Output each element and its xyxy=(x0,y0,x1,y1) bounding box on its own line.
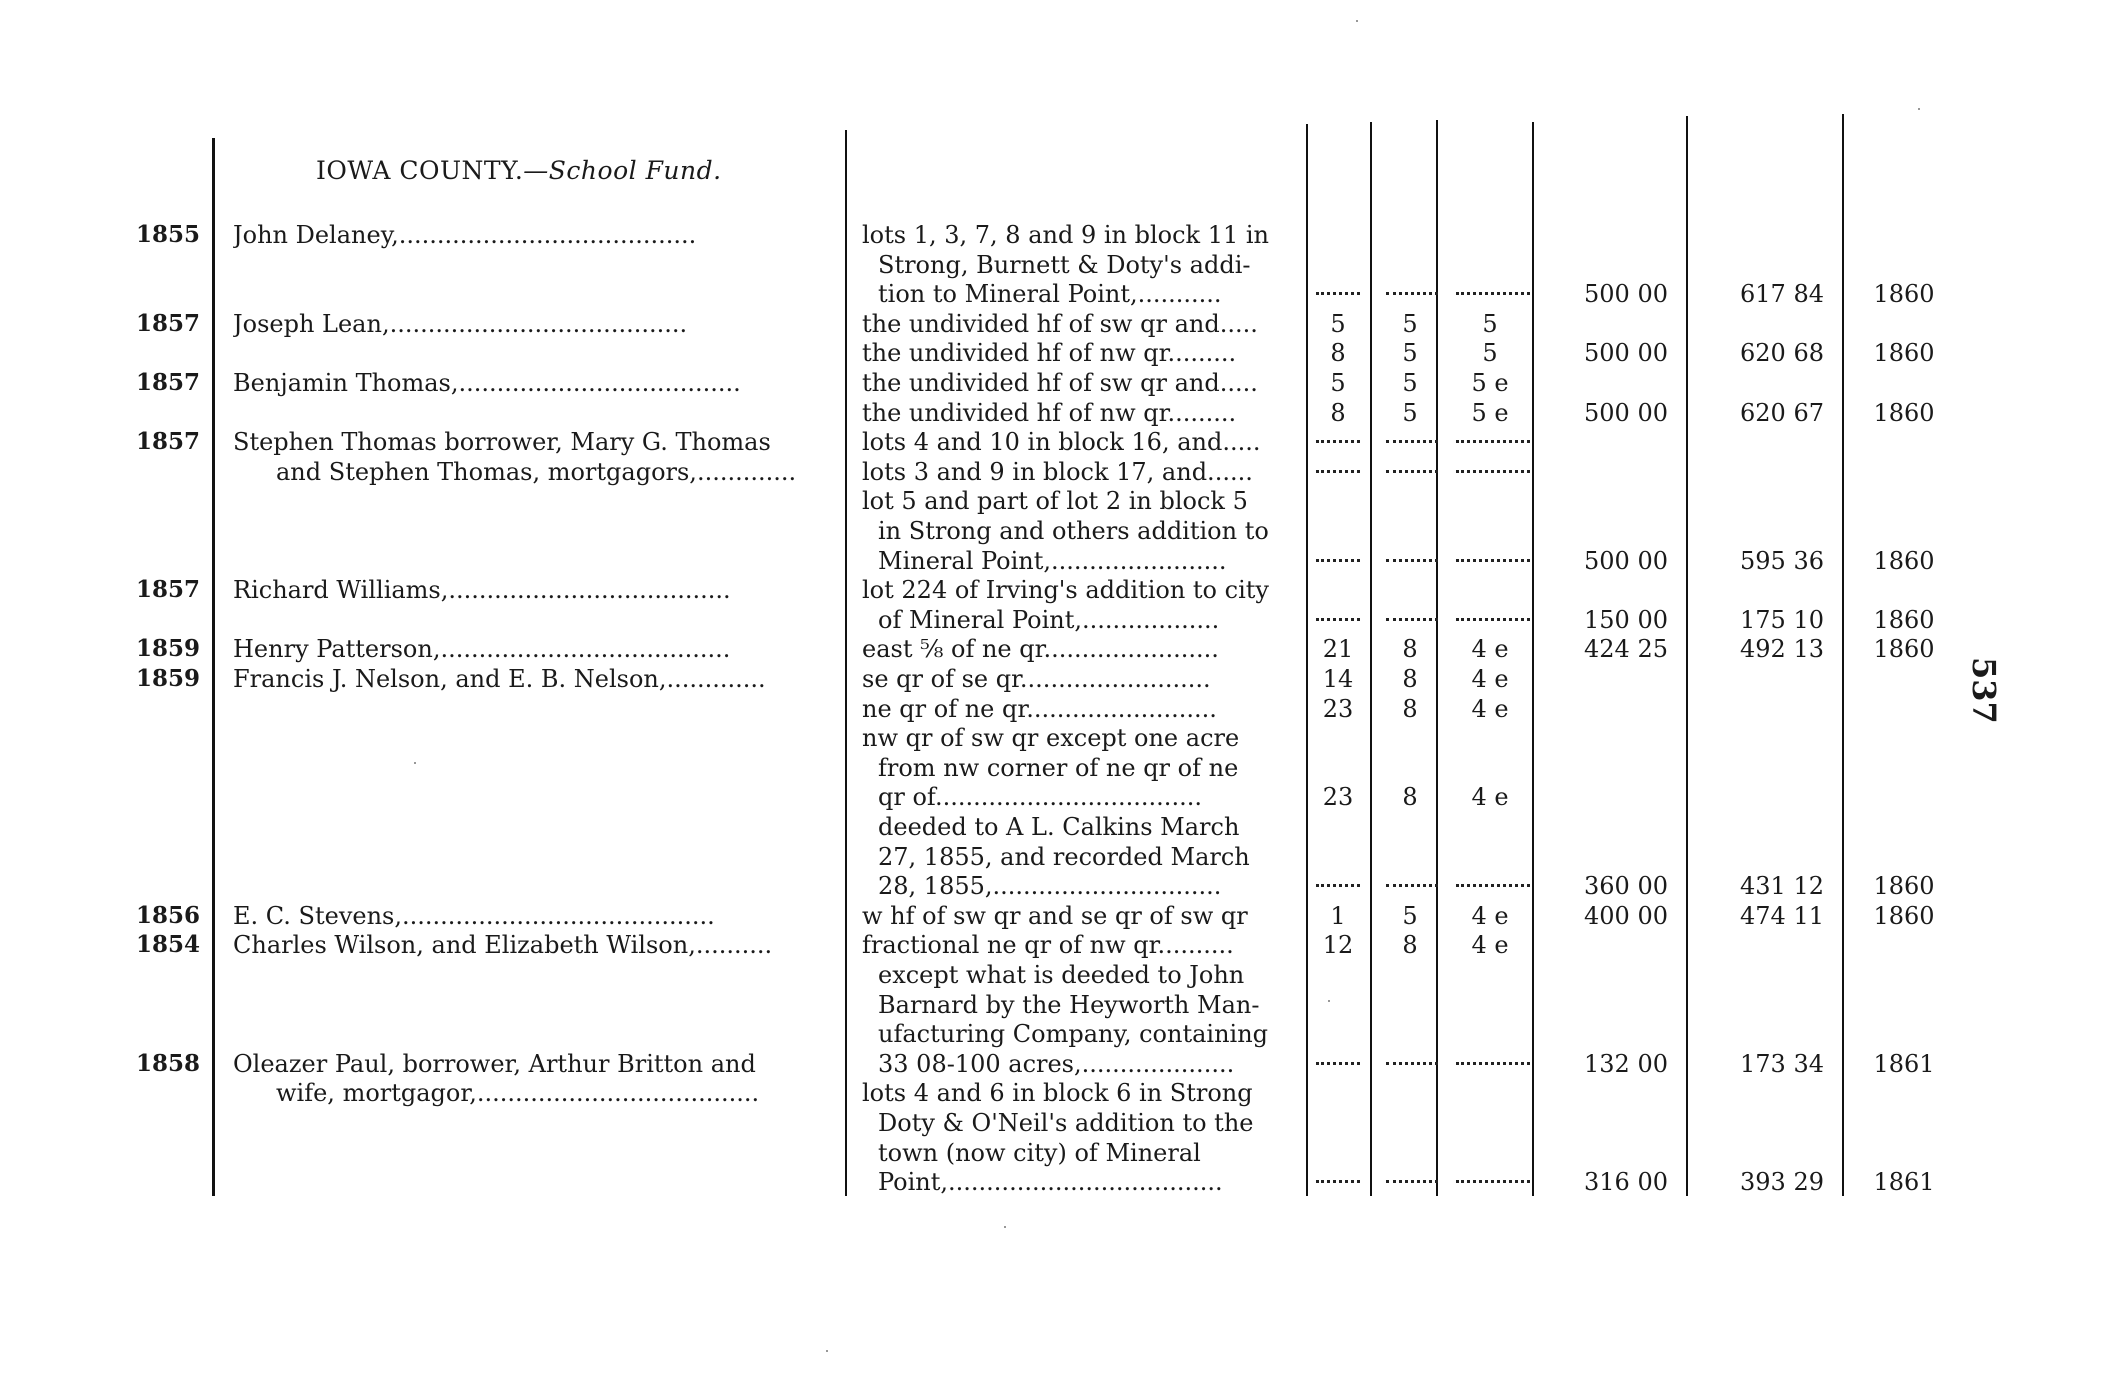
ledger-line xyxy=(0,901,2116,931)
amount-due: 393 29 xyxy=(1740,1168,1824,1197)
land-description: Mineral Point,....................... xyxy=(878,546,1227,575)
section-number: 12 xyxy=(1322,931,1354,960)
range-number: 5 xyxy=(1482,309,1498,338)
range-number: 4 e xyxy=(1471,665,1509,693)
ledger-line xyxy=(0,546,2116,576)
section-number: 8 xyxy=(1330,398,1346,427)
township-number: 8 xyxy=(1402,635,1418,664)
entry-year: 1857 xyxy=(136,369,201,396)
scan-speck xyxy=(1918,108,1920,110)
ledger-line xyxy=(0,398,2116,428)
loan-amount: 400 00 xyxy=(1584,901,1668,930)
ledger-line xyxy=(0,220,2116,250)
borrower-name: Charles Wilson, and Elizabeth Wilson,.......... xyxy=(233,931,773,960)
ledger-line xyxy=(0,694,2116,724)
due-year: 1861 xyxy=(1873,1168,1935,1197)
ledger-line xyxy=(0,1108,2116,1138)
entry-year: 1854 xyxy=(136,931,201,959)
amount-due: 173 34 xyxy=(1740,1049,1824,1078)
land-description: ne qr of ne qr......................... xyxy=(862,694,1217,723)
township-number: 8 xyxy=(1402,931,1418,960)
township-number: 8 xyxy=(1402,783,1418,812)
range-number: 5 e xyxy=(1471,369,1509,397)
borrower-name: Richard Williams,..................................... xyxy=(233,576,731,605)
ledger-line xyxy=(0,634,2116,664)
scan-speck xyxy=(1004,1226,1006,1228)
range-number: 4 e xyxy=(1471,694,1509,723)
amount-due: 620 67 xyxy=(1740,398,1824,427)
dotted-leader xyxy=(1316,871,1532,901)
borrower-name: Henry Patterson,...................................... xyxy=(233,635,731,664)
dotted-leader xyxy=(1316,605,1532,635)
loan-amount: 500 00 xyxy=(1584,339,1668,368)
loan-amount: 316 00 xyxy=(1584,1168,1668,1197)
due-year: 1860 xyxy=(1873,605,1935,634)
due-year: 1860 xyxy=(1873,635,1935,664)
borrower-name: Stephen Thomas borrower, Mary G. Thomas xyxy=(233,428,771,457)
borrower-name: John Delaney,....................................... xyxy=(233,221,697,249)
ledger-line xyxy=(0,368,2116,398)
range-number: 4 e xyxy=(1471,931,1509,960)
ledger-line xyxy=(0,812,2116,842)
due-year: 1860 xyxy=(1873,872,1935,901)
loan-amount: 500 00 xyxy=(1584,280,1668,309)
township-number: 8 xyxy=(1402,665,1418,693)
loan-amount: 500 00 xyxy=(1584,546,1668,575)
section-number: 23 xyxy=(1322,694,1354,723)
section-number: 5 xyxy=(1330,309,1346,338)
ledger-line xyxy=(0,723,2116,753)
land-description: lot 5 and part of lot 2 in block 5 xyxy=(862,487,1248,516)
section-number: 14 xyxy=(1322,665,1354,693)
range-number: 5 e xyxy=(1471,398,1509,427)
ledger-line xyxy=(0,753,2116,783)
loan-amount: 424 25 xyxy=(1584,635,1668,664)
page-number: 537 xyxy=(1965,657,2003,724)
dotted-leader xyxy=(1316,546,1532,576)
ledger-line xyxy=(0,1078,2116,1108)
land-description: Strong, Burnett & Doty's addi- xyxy=(878,250,1251,279)
land-description: fractional ne qr of nw qr.......... xyxy=(862,931,1234,960)
due-year: 1861 xyxy=(1873,1049,1935,1078)
borrower-name: Benjamin Thomas,..................................... xyxy=(233,369,741,397)
entry-year: 1858 xyxy=(136,1049,201,1077)
ledger-line xyxy=(0,842,2116,872)
land-description: the undivided hf of sw qr and..... xyxy=(862,309,1258,338)
ledger-line xyxy=(0,605,2116,635)
entry-year: 1859 xyxy=(136,665,201,692)
dotted-leader xyxy=(1316,279,1532,309)
borrower-name: E. C. Stevens,......................................... xyxy=(233,901,715,930)
land-description: tion to Mineral Point,........... xyxy=(878,280,1222,309)
land-description: 28, 1855,.............................. xyxy=(878,872,1222,901)
ledger-line xyxy=(0,1138,2116,1168)
ledger-line xyxy=(0,990,2116,1020)
borrower-name: Joseph Lean,....................................... xyxy=(233,309,688,338)
ledger-line xyxy=(0,960,2116,990)
land-description: Point,.................................... xyxy=(878,1168,1223,1197)
land-description: east ⅝ of ne qr....................... xyxy=(862,635,1219,664)
ledger-line xyxy=(0,575,2116,605)
borrower-name: wife, mortgagor,..................................... xyxy=(276,1079,760,1108)
section-number: 21 xyxy=(1322,635,1354,664)
township-number: 5 xyxy=(1402,901,1418,930)
township-number: 5 xyxy=(1402,309,1418,338)
amount-due: 620 68 xyxy=(1740,339,1824,368)
ledger-line xyxy=(0,782,2116,812)
land-description: 27, 1855, and recorded March xyxy=(878,842,1250,871)
due-year: 1860 xyxy=(1873,280,1935,309)
loan-amount: 132 00 xyxy=(1584,1049,1668,1078)
ledger-line xyxy=(0,309,2116,339)
ledger-line xyxy=(0,1049,2116,1079)
section-number: 1 xyxy=(1330,901,1346,930)
borrower-name: Francis J. Nelson, and E. B. Nelson,............. xyxy=(233,665,766,693)
range-number: 5 xyxy=(1482,339,1498,368)
entry-year: 1856 xyxy=(136,901,201,929)
entry-year: 1857 xyxy=(136,428,201,456)
land-description: ufacturing Company, containing xyxy=(878,1020,1269,1049)
land-description: except what is deeded to John xyxy=(878,961,1245,989)
land-description: in Strong and others addition to xyxy=(878,517,1269,545)
ledger-line xyxy=(0,338,2116,368)
range-number: 4 e xyxy=(1471,783,1509,812)
land-description: Doty & O'Neil's addition to the xyxy=(878,1109,1254,1137)
dotted-leader xyxy=(1316,1049,1532,1079)
land-description: 33 08-100 acres,.................... xyxy=(878,1049,1235,1078)
township-number: 8 xyxy=(1402,694,1418,723)
entry-year: 1859 xyxy=(136,635,201,663)
county-name: IOWA COUNTY. xyxy=(316,156,524,185)
land-description: qr of................................... xyxy=(878,783,1202,812)
land-description: lots 4 and 6 in block 6 in Strong xyxy=(862,1079,1253,1108)
entry-year: 1857 xyxy=(136,576,201,604)
due-year: 1860 xyxy=(1873,398,1935,427)
land-description: lots 3 and 9 in block 17, and...... xyxy=(862,457,1253,486)
land-description: lot 224 of Irving's addition to city xyxy=(862,576,1269,605)
land-description: the undivided hf of sw qr and..... xyxy=(862,369,1258,397)
land-description: lots 4 and 10 in block 16, and..... xyxy=(862,428,1261,457)
ledger-line xyxy=(0,871,2116,901)
land-description: the undivided hf of nw qr......... xyxy=(862,339,1237,368)
ledger-line xyxy=(0,1019,2116,1049)
ledger-line xyxy=(0,457,2116,487)
amount-due: 595 36 xyxy=(1740,546,1824,575)
amount-due: 431 12 xyxy=(1740,872,1824,901)
township-number: 5 xyxy=(1402,339,1418,368)
ledger-line xyxy=(0,279,2116,309)
ledger-line xyxy=(0,930,2116,960)
land-description: town (now city) of Mineral xyxy=(878,1138,1201,1167)
land-description: of Mineral Point,.................. xyxy=(878,605,1220,634)
ledger-line xyxy=(0,486,2116,516)
county-heading xyxy=(316,156,722,185)
dotted-leader xyxy=(1316,427,1532,457)
ledger-line xyxy=(0,250,2116,280)
scan-speck xyxy=(1328,1000,1330,1002)
amount-due: 492 13 xyxy=(1740,635,1824,664)
land-description: lots 1, 3, 7, 8 and 9 in block 11 in xyxy=(862,221,1270,249)
ledger-line xyxy=(0,427,2116,457)
dotted-leader xyxy=(1316,1167,1532,1197)
borrower-name: Oleazer Paul, borrower, Arthur Britton and xyxy=(233,1049,756,1078)
land-description: w hf of sw qr and se qr of sw qr xyxy=(862,901,1248,930)
borrower-name: and Stephen Thomas, mortgagors,............. xyxy=(276,457,797,486)
scan-speck xyxy=(826,1350,828,1352)
amount-due: 474 11 xyxy=(1740,901,1824,930)
ledger-line xyxy=(0,664,2116,694)
section-number: 23 xyxy=(1322,783,1354,812)
loan-amount: 360 00 xyxy=(1584,872,1668,901)
land-description: Barnard by the Heyworth Man- xyxy=(878,990,1260,1019)
land-description: from nw corner of ne qr of ne xyxy=(878,753,1239,782)
land-description: nw qr of sw qr except one acre xyxy=(862,724,1240,753)
range-number: 4 e xyxy=(1471,635,1509,664)
fund-name: —School Fund. xyxy=(523,156,722,185)
scan-speck xyxy=(1356,20,1358,22)
range-number: 4 e xyxy=(1471,901,1509,930)
section-number: 5 xyxy=(1330,369,1346,397)
amount-due: 175 10 xyxy=(1740,605,1824,634)
section-number: 8 xyxy=(1330,339,1346,368)
due-year: 1860 xyxy=(1873,546,1935,575)
township-number: 5 xyxy=(1402,369,1418,397)
entry-year: 1855 xyxy=(136,221,201,248)
land-description: deeded to A L. Calkins March xyxy=(878,813,1240,841)
due-year: 1860 xyxy=(1873,901,1935,930)
entry-year: 1857 xyxy=(136,309,201,337)
land-description: se qr of se qr......................... xyxy=(862,665,1211,693)
ledger-line xyxy=(0,516,2116,546)
land-description: the undivided hf of nw qr......... xyxy=(862,398,1237,427)
amount-due: 617 84 xyxy=(1740,280,1824,309)
scan-speck xyxy=(414,762,416,764)
dotted-leader xyxy=(1316,457,1532,487)
due-year: 1860 xyxy=(1873,339,1935,368)
ledger-line xyxy=(0,1167,2116,1197)
township-number: 5 xyxy=(1402,398,1418,427)
loan-amount: 500 00 xyxy=(1584,398,1668,427)
loan-amount: 150 00 xyxy=(1584,605,1668,634)
